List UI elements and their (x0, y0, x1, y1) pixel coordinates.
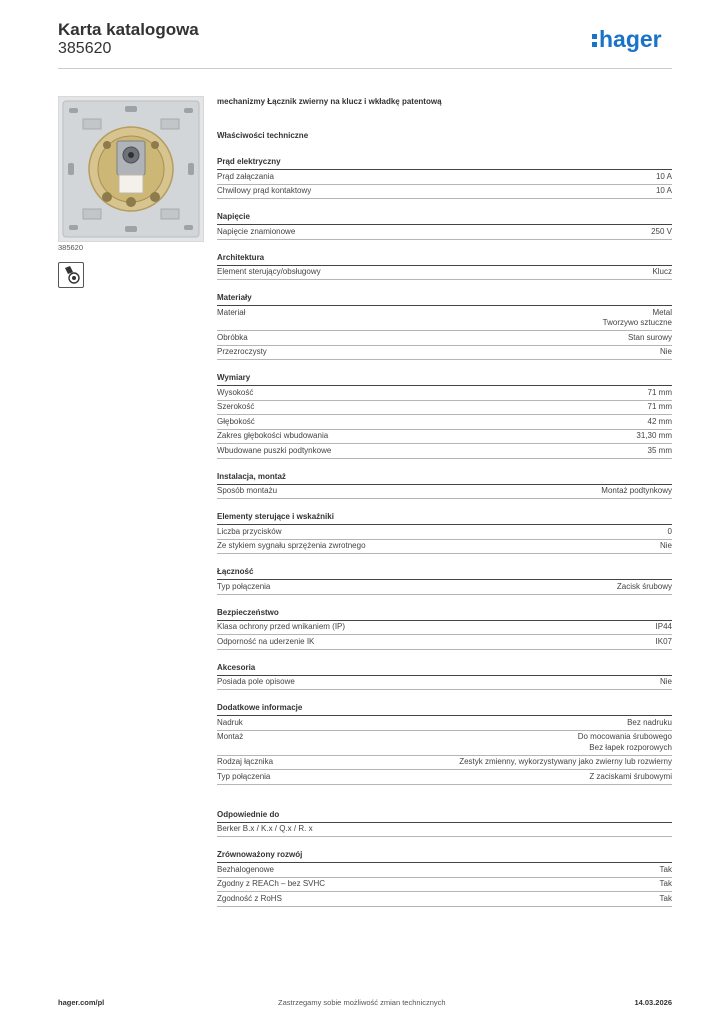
spec-value-line: 0 (667, 526, 672, 536)
spec-label: Zgodność z RoHS (217, 893, 282, 903)
spec-value (601, 486, 672, 497)
spec-row (217, 331, 672, 346)
spec-row (217, 756, 672, 771)
spec-value-line: Z zaciskami śrubowymi (589, 771, 672, 781)
spec-value (652, 267, 672, 278)
spec-label: Wbudowane puszki podtynkowe (217, 445, 332, 455)
spec-label: Montaż (217, 732, 244, 741)
spec-row (217, 401, 672, 416)
spec-label: Klasa ochrony przed wnikaniem (IP) (217, 622, 346, 631)
image-caption: 385620 (58, 243, 84, 252)
spec-label: Napięcie znamionowe (217, 226, 296, 236)
spec-value-line: IK07 (655, 636, 672, 646)
spec-row (217, 430, 672, 445)
spec-label: Typ połączenia (217, 581, 271, 591)
spec-value-line: 42 mm (647, 416, 672, 426)
specification-sections (217, 156, 672, 907)
spec-section (217, 156, 672, 199)
spec-label: Chwilowy prąd kontaktowy (217, 186, 312, 195)
spec-row (217, 444, 672, 459)
spec-section-title: Elementy sterujące i wskaźniki (217, 511, 672, 525)
spec-label: Posiada pole opisowe (217, 677, 295, 686)
spec-row (217, 346, 672, 361)
spec-label: Ze stykiem sygnału sprzężenia zwrotnego (217, 541, 366, 550)
spec-label: Sposób montażu (217, 486, 278, 495)
spec-section (217, 471, 672, 500)
spec-value-line: IP44 (655, 622, 672, 631)
spec-section-title: Instalacja, montaż (217, 471, 672, 485)
spec-row (217, 635, 672, 650)
spec-label: Prąd załączania (217, 171, 274, 181)
spec-value-line: 71 mm (647, 402, 672, 411)
spec-value-line: 10 A (655, 171, 672, 181)
spec-value-line: Nie (659, 541, 672, 550)
spec-row (217, 185, 672, 200)
catalog-number: 385620 (58, 40, 112, 57)
document-header (58, 20, 199, 58)
spec-row (217, 823, 672, 838)
spec-label: Materiał (217, 307, 246, 317)
spec-value-line: 31,30 mm (636, 431, 672, 440)
spec-row (217, 525, 672, 540)
spec-section (217, 607, 672, 650)
spec-label: Szerokość (217, 402, 255, 411)
spec-label: Berker B.x / K.x / Q.x / R. x (217, 824, 313, 833)
spec-value (656, 186, 672, 197)
spec-value-line: Nie (659, 677, 672, 686)
spec-label: Wysokość (217, 387, 254, 397)
spec-label: Element sterujący/obsługowy (217, 267, 321, 276)
section-spacer (217, 797, 672, 809)
spec-section-title: Odpowiednie do (217, 809, 672, 823)
spec-value (589, 772, 672, 783)
spec-row (217, 485, 672, 500)
spec-value-line: Tworzywo sztuczne (602, 318, 672, 327)
spec-row (217, 863, 672, 878)
footer-date: 14.03.2026 (634, 998, 672, 1007)
spec-value (660, 865, 672, 876)
spec-label: Bezhalogenowe (217, 864, 274, 874)
spec-value (660, 879, 672, 890)
switch-mechanism-illustration (59, 97, 203, 241)
spec-value-line: Bez nadruku (627, 717, 672, 727)
footer-disclaimer: Zastrzegamy sobie możliwość zmian technicznych (278, 998, 446, 1007)
technical-properties-title: Właściwości techniczne (217, 131, 309, 140)
spec-section (217, 372, 672, 459)
spec-label: Odporność na uderzenie IK (217, 636, 315, 646)
spec-value (648, 446, 672, 457)
spec-label: Nadruk (217, 717, 243, 727)
spec-value (660, 894, 672, 905)
spec-section-title: Akcesoria (217, 662, 672, 676)
spec-row (217, 415, 672, 430)
spec-value (656, 172, 672, 183)
hager-logo (592, 26, 676, 56)
spec-row (217, 540, 672, 555)
spec-value (459, 757, 672, 768)
spec-value-line: Tak (659, 879, 672, 888)
spec-row (217, 770, 672, 785)
spec-value (651, 227, 672, 238)
footer-website-link[interactable]: hager.com/pl (58, 998, 105, 1007)
spec-section-title: Łączność (217, 566, 672, 580)
spec-value-line: Metal (652, 307, 672, 317)
spec-value (628, 333, 672, 344)
spec-value (656, 622, 672, 633)
spec-section (217, 292, 672, 360)
spec-row (217, 306, 672, 331)
spec-row (217, 225, 672, 240)
spec-label: Rodzaj łącznika (217, 757, 274, 766)
spec-value (648, 388, 672, 399)
key-icon (59, 263, 83, 287)
spec-row (217, 892, 672, 907)
spec-value-line: Montaż podtynkowy (601, 486, 672, 495)
spec-section (217, 211, 672, 240)
spec-value-line: Klucz (652, 267, 672, 276)
product-content (217, 96, 672, 919)
document-title: Karta katalogowa (58, 20, 199, 39)
spec-label: Zgodny z REACh – bez SVHC (217, 879, 326, 888)
spec-label: Głębokość (217, 416, 255, 426)
spec-section-title: Zrównoważony rozwój (217, 849, 672, 863)
spec-value (627, 718, 672, 729)
spec-row (217, 716, 672, 731)
spec-value-line: Nie (659, 347, 672, 356)
spec-row (217, 266, 672, 281)
spec-section-title: Bezpieczeństwo (217, 607, 672, 621)
product-name: mechanizmy Łącznik zwierny na klucz i wkładkę patentową (217, 97, 442, 106)
spec-row (217, 621, 672, 636)
spec-label: Typ połączenia (217, 771, 271, 781)
spec-value-line: Tak (659, 893, 672, 903)
spec-value (668, 527, 672, 538)
spec-section-title: Materiały (217, 292, 672, 306)
key-switch-pictogram (58, 262, 84, 288)
spec-section (217, 252, 672, 281)
spec-section-title: Wymiary (217, 372, 672, 386)
spec-label: Liczba przycisków (217, 526, 282, 536)
spec-value-line: 35 mm (647, 445, 672, 455)
spec-section (217, 511, 672, 554)
spec-value-line: Stan surowy (627, 332, 672, 342)
spec-row (217, 386, 672, 401)
spec-section (217, 702, 672, 785)
spec-row (217, 731, 672, 756)
spec-label: Zakres głębokości wbudowania (217, 431, 329, 440)
spec-value-line: Zestyk zmienny, wykorzystywany jako zwierny lub rozwierny (459, 757, 672, 766)
spec-row (217, 878, 672, 893)
spec-value-line: Tak (659, 864, 672, 874)
spec-section (217, 809, 672, 838)
spec-section-title: Prąd elektryczny (217, 156, 672, 170)
spec-value-line: 10 A (655, 186, 672, 195)
spec-value-line: Zacisk śrubowy (616, 581, 672, 591)
spec-value (603, 308, 672, 329)
header-divider (58, 68, 672, 69)
spec-section-title: Architektura (217, 252, 672, 266)
spec-value-line: Bez łapek rozporowych (589, 742, 672, 752)
spec-label: Obróbka (217, 332, 248, 342)
spec-value (648, 417, 672, 428)
logo-wordmark: hager (599, 26, 662, 52)
spec-section-title: Napięcie (217, 211, 672, 225)
spec-row (217, 170, 672, 185)
spec-value (617, 582, 672, 593)
spec-label: Przezroczysty (217, 347, 267, 356)
product-image (58, 96, 204, 242)
spec-section-title: Dodatkowe informacje (217, 702, 672, 716)
spec-value (648, 402, 672, 413)
spec-value (660, 347, 672, 358)
spec-value-line: 71 mm (647, 387, 672, 397)
spec-row (217, 580, 672, 595)
spec-value (636, 431, 672, 442)
spec-section (217, 566, 672, 595)
spec-section (217, 849, 672, 907)
spec-value (656, 637, 672, 648)
spec-value-line: Do mocowania śrubowego (577, 732, 672, 741)
spec-value-line: 250 V (651, 226, 672, 236)
spec-section (217, 662, 672, 691)
spec-value (578, 732, 672, 753)
spec-value (660, 541, 672, 552)
spec-row (217, 676, 672, 691)
spec-value (660, 677, 672, 688)
